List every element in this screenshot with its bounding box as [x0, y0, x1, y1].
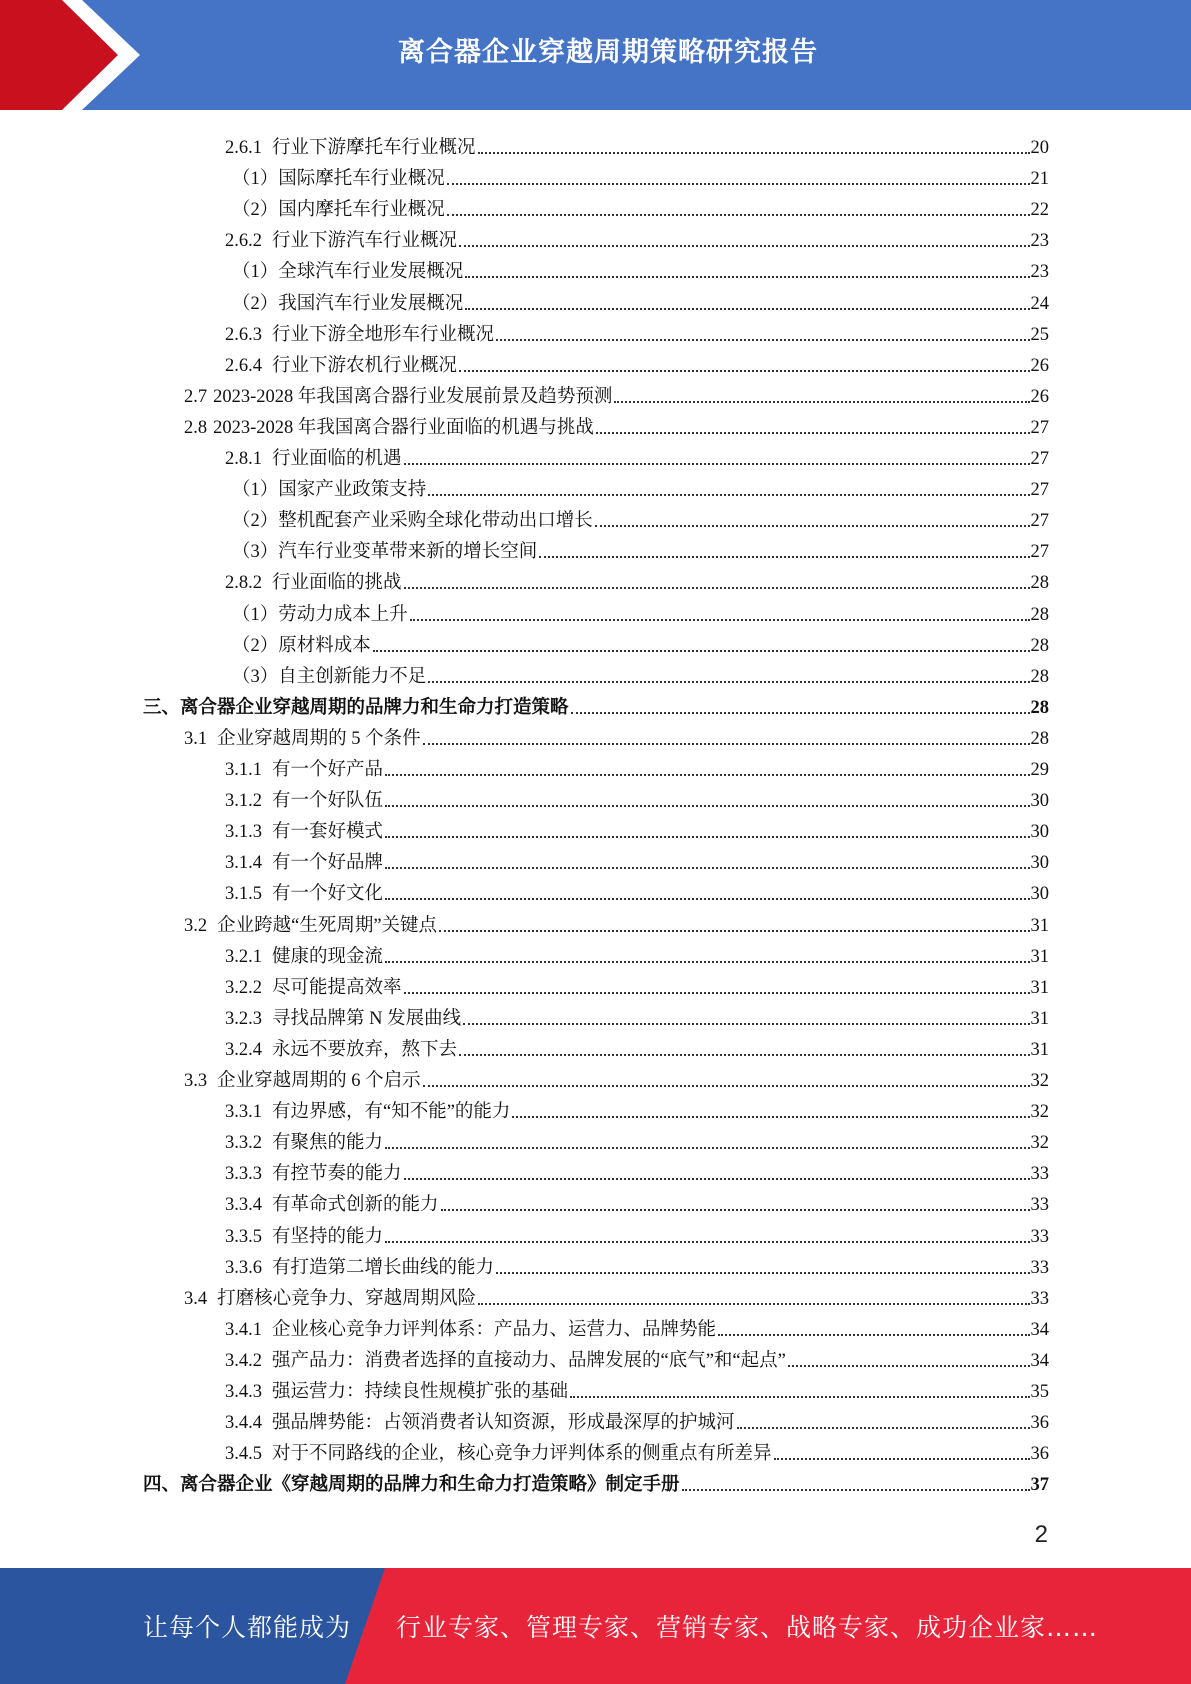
- toc-entry[interactable]: [232, 532, 1049, 563]
- toc-entry-page: 24: [1030, 294, 1049, 314]
- toc-dot-leader: [737, 1427, 1030, 1429]
- toc-entry-page: 27: [1030, 418, 1049, 438]
- toc-entry-title: 打磨核心竞争力、穿越周期风险: [217, 1289, 477, 1309]
- toc-entry[interactable]: [225, 346, 1049, 377]
- toc-entry-number: 3.3.4: [225, 1195, 262, 1215]
- toc-entry-number: 2.8.1: [225, 449, 262, 469]
- toc-entry[interactable]: [225, 812, 1049, 843]
- toc-entry-page: 27: [1030, 511, 1049, 531]
- toc-entry-number: 3.1.2: [225, 791, 262, 811]
- toc-entry-title: 汽车行业变革带来新的增长空间: [278, 542, 538, 562]
- toc-entry[interactable]: [225, 563, 1049, 594]
- toc-entry[interactable]: [225, 1372, 1049, 1403]
- toc-entry-page: 26: [1030, 387, 1049, 407]
- toc-entry-page: 28: [1030, 667, 1049, 687]
- toc-dot-leader: [595, 525, 1030, 527]
- toc-entry-title: 2023-2028 年我国离合器行业发展前景及趋势预测: [213, 387, 613, 407]
- toc-entry[interactable]: [232, 159, 1049, 190]
- toc-entry-number: 3.3.6: [225, 1258, 262, 1278]
- toc-entry[interactable]: [225, 221, 1049, 252]
- toc-entry-title: 行业面临的挑战: [272, 573, 402, 593]
- toc-entry-number: 3.3: [184, 1071, 208, 1091]
- toc-dot-leader: [385, 961, 1029, 963]
- toc-entry-number: 3.4: [184, 1289, 208, 1309]
- toc-dot-leader: [385, 774, 1029, 776]
- toc-entry[interactable]: [225, 1185, 1049, 1216]
- toc-entry-number: （2）: [232, 200, 279, 220]
- toc-dot-leader: [478, 152, 1030, 154]
- toc-entry[interactable]: [184, 1279, 1049, 1310]
- toc-entry-page: 27: [1030, 449, 1049, 469]
- toc-entry-page: 37: [1030, 1475, 1049, 1495]
- report-title: 离合器企业穿越周期策略研究报告: [398, 37, 818, 68]
- toc-entry-number: 3.2.4: [225, 1040, 262, 1060]
- toc-dot-leader: [718, 1334, 1029, 1336]
- toc-entry-title: 有聚焦的能力: [272, 1133, 384, 1153]
- toc-entry[interactable]: [225, 968, 1049, 999]
- toc-entry-number: 3.1.1: [225, 760, 262, 780]
- toc-entry-number: 3.3.5: [225, 1227, 262, 1247]
- toc-dot-leader: [465, 276, 1029, 278]
- toc-entry[interactable]: [184, 377, 1049, 408]
- toc-dot-leader: [373, 650, 1030, 652]
- toc-entry-title: 全球汽车行业发展概况: [278, 262, 464, 282]
- footer-slogan-left: 让每个人都能成为: [143, 1613, 352, 1642]
- toc-entry[interactable]: [225, 1030, 1049, 1061]
- page-header: [0, 0, 1191, 110]
- toc-entry-number: （3）: [232, 542, 279, 562]
- toc-entry[interactable]: [232, 626, 1049, 657]
- toc-entry-number: 2.8: [184, 418, 208, 438]
- toc-entry-title: 有控节奏的能力: [272, 1164, 402, 1184]
- toc-entry-number: 2.7: [184, 387, 208, 407]
- toc-entry[interactable]: [225, 315, 1049, 346]
- toc-dot-leader: [570, 1396, 1029, 1398]
- toc-entry-page: 30: [1030, 822, 1049, 842]
- toc-entry-number: 2.6.4: [225, 356, 262, 376]
- toc-entry-number: 3.3.2: [225, 1133, 262, 1153]
- toc-dot-leader: [447, 214, 1030, 216]
- toc-entry-number: （1）: [232, 480, 279, 500]
- toc-entry[interactable]: [184, 1061, 1049, 1092]
- toc-entry-title: 强运营力：持续良性规模扩张的基础: [272, 1382, 569, 1402]
- toc-entry-page: 20: [1030, 138, 1049, 158]
- page-footer: [0, 1568, 1191, 1684]
- toc-entry-title: 企业穿越周期的 6 个启示: [217, 1071, 421, 1091]
- toc-entry-title: 行业下游汽车行业概况: [272, 231, 458, 251]
- toc-entry-number: 2.6.1: [225, 138, 262, 158]
- toc-entry-page: 33: [1030, 1289, 1049, 1309]
- toc-dot-leader: [423, 1085, 1030, 1087]
- toc-dot-leader: [539, 556, 1029, 558]
- toc-dot-leader: [596, 432, 1030, 434]
- toc-entry[interactable]: [232, 190, 1049, 221]
- toc-dot-leader: [788, 1365, 1030, 1367]
- toc-entry-page: 32: [1030, 1102, 1049, 1122]
- toc-entry[interactable]: [225, 439, 1049, 470]
- toc-entry-number: 3.2.1: [225, 947, 262, 967]
- toc-dot-leader: [385, 898, 1029, 900]
- toc-entry-page: 28: [1030, 698, 1049, 718]
- toc-dot-leader: [459, 245, 1029, 247]
- toc-entry-title: 有打造第二增长曲线的能力: [272, 1258, 495, 1278]
- toc-entry-page: 32: [1030, 1133, 1049, 1153]
- toc-entry[interactable]: [225, 937, 1049, 968]
- toc-entry-title: 有一个好产品: [272, 760, 384, 780]
- toc-dot-leader: [496, 1272, 1029, 1274]
- toc-entry-title: 自主创新能力不足: [278, 667, 427, 687]
- toc-entry-page: 30: [1030, 884, 1049, 904]
- toc-entry-page: 31: [1030, 1040, 1049, 1060]
- toc-entry[interactable]: [225, 750, 1049, 781]
- toc-entry-number: 3.1.5: [225, 884, 262, 904]
- toc-entry-number: 3.1: [184, 729, 208, 749]
- toc-entry-page: 28: [1030, 605, 1049, 625]
- toc-entry-number: 3.3.1: [225, 1102, 262, 1122]
- toc-entry[interactable]: [232, 501, 1049, 532]
- toc-entry[interactable]: [143, 688, 1049, 719]
- toc-entry-number: 3.2.3: [225, 1009, 262, 1029]
- toc-entry-title: 2023-2028 年我国离合器行业面临的机遇与挑战: [213, 418, 594, 438]
- footer-slogan-right: 行业专家、管理专家、营销专家、战略专家、成功企业家……: [396, 1613, 1099, 1642]
- toc-dot-leader: [614, 401, 1029, 403]
- toc-dot-leader: [571, 712, 1030, 714]
- toc-entry-number: 3.2: [184, 916, 208, 936]
- toc-entry[interactable]: [225, 1092, 1049, 1123]
- toc-entry-title: 整机配套产业采购全球化带动出口增长: [278, 511, 593, 531]
- toc-entry-number: 3.1.3: [225, 822, 262, 842]
- toc-entry-title: 寻找品牌第 N 发展曲线: [272, 1009, 462, 1029]
- toc-entry-title: 行业面临的机遇: [272, 449, 402, 469]
- toc-entry-title: 企业跨越“生死周期”关键点: [217, 916, 438, 936]
- toc-dot-leader: [428, 681, 1029, 683]
- toc-entry-title: 劳动力成本上升: [278, 605, 408, 625]
- toc-dot-leader: [385, 1241, 1029, 1243]
- toc-entry[interactable]: [184, 719, 1049, 750]
- toc-entry-title: 行业下游农机行业概况: [272, 356, 458, 376]
- toc-entry-title: 有一个好品牌: [272, 853, 384, 873]
- toc-dot-leader: [512, 1116, 1029, 1118]
- toc-entry-title: 有一套好模式: [272, 822, 384, 842]
- toc-entry-page: 31: [1030, 947, 1049, 967]
- toc-entry-number: 3.1.4: [225, 853, 262, 873]
- toc-entry-page: 31: [1030, 916, 1049, 936]
- toc-entry-title: 有一个好队伍: [272, 791, 384, 811]
- toc-entry-number: 3.4.4: [225, 1413, 262, 1433]
- toc-entry-title: 有一个好文化: [272, 884, 384, 904]
- toc-entry-number: 3.4.5: [225, 1444, 262, 1464]
- toc-entry[interactable]: [225, 874, 1049, 905]
- toc-entry-title: 企业核心竞争力评判体系：产品力、运营力、品牌势能: [272, 1320, 717, 1340]
- toc-entry-title: 对于不同路线的企业，核心竞争力评判体系的侧重点有所差异: [272, 1444, 772, 1464]
- toc-entry-page: 22: [1030, 200, 1049, 220]
- toc-entry-page: 28: [1030, 573, 1049, 593]
- toc-entry-number: 三、: [143, 698, 181, 718]
- toc-entry[interactable]: [225, 1248, 1049, 1279]
- toc-entry[interactable]: [232, 657, 1049, 688]
- toc-entry-title: 我国汽车行业发展概况: [278, 294, 464, 314]
- toc-entry[interactable]: [184, 906, 1049, 937]
- toc-entry-number: 3.4.1: [225, 1320, 262, 1340]
- toc-dot-leader: [478, 1303, 1029, 1305]
- toc-entry-number: 2.8.2: [225, 573, 262, 593]
- toc-dot-leader: [404, 587, 1030, 589]
- toc-entry-page: 30: [1030, 853, 1049, 873]
- toc-entry-page: 34: [1030, 1320, 1049, 1340]
- toc-entry-number: （1）: [232, 262, 279, 282]
- toc-entry-page: 23: [1030, 262, 1049, 282]
- toc-dot-leader: [385, 836, 1029, 838]
- toc-entry-number: （2）: [232, 636, 279, 656]
- toc-dot-leader: [774, 1458, 1030, 1460]
- toc-entry-number: 2.6.2: [225, 231, 262, 251]
- toc-entry-number: 3.2.2: [225, 978, 262, 998]
- toc-entry[interactable]: [225, 1154, 1049, 1185]
- toc-entry-title: 有革命式创新的能力: [272, 1195, 439, 1215]
- toc-dot-leader: [496, 339, 1029, 341]
- toc-dot-leader: [463, 1023, 1029, 1025]
- toc-entry[interactable]: [225, 999, 1049, 1030]
- toc-entry-title: 永远不要放弃，熬下去: [272, 1040, 458, 1060]
- toc-entry-title: 健康的现金流: [272, 947, 384, 967]
- toc-entry-page: 21: [1030, 169, 1049, 189]
- toc-entry[interactable]: [225, 1217, 1049, 1248]
- toc-entry-page: 33: [1030, 1164, 1049, 1184]
- toc-entry[interactable]: [225, 1403, 1049, 1434]
- toc-entry-number: （2）: [232, 294, 279, 314]
- toc-entry[interactable]: [225, 1341, 1049, 1372]
- toc-entry-title: 强品牌势能：占领消费者认知资源，形成最深厚的护城河: [272, 1413, 735, 1433]
- toc-entry-title: 原材料成本: [278, 636, 371, 656]
- toc-entry-page: 30: [1030, 791, 1049, 811]
- toc-entry-title: 离合器企业《穿越周期的品牌力和生命力打造策略》制定手册: [180, 1475, 680, 1495]
- toc-entry-page: 35: [1030, 1382, 1049, 1402]
- toc-entry-page: 31: [1030, 1009, 1049, 1029]
- toc-entry-page: 32: [1030, 1071, 1049, 1091]
- toc-dot-leader: [404, 992, 1030, 994]
- toc-entry-title: 行业下游全地形车行业概况: [272, 325, 495, 345]
- toc-entry-page: 23: [1030, 231, 1049, 251]
- toc-entry-title: 有边界感，有“知不能”的能力: [272, 1102, 511, 1122]
- page-number: 2: [1034, 1521, 1048, 1548]
- toc-entry-title: 国际摩托车行业概况: [278, 169, 445, 189]
- toc-entry-title: 国内摩托车行业概况: [278, 200, 445, 220]
- toc-dot-leader: [404, 463, 1030, 465]
- toc-entry-number: （1）: [232, 605, 279, 625]
- toc-entry-number: 2.6.3: [225, 325, 262, 345]
- toc-dot-leader: [459, 370, 1029, 372]
- toc-entry-page: 36: [1030, 1444, 1049, 1464]
- toc-entry[interactable]: [225, 128, 1049, 159]
- toc-entry[interactable]: [225, 1434, 1049, 1465]
- toc-dot-leader: [385, 805, 1029, 807]
- toc-entry-number: （2）: [232, 511, 279, 531]
- toc-entry-page: 31: [1030, 978, 1049, 998]
- toc-dot-leader: [441, 1209, 1030, 1211]
- toc-entry-title: 企业穿越周期的 5 个条件: [217, 729, 421, 749]
- toc-dot-leader: [404, 1178, 1030, 1180]
- toc-entry[interactable]: [143, 1465, 1049, 1496]
- toc-entry-number: 3.3.3: [225, 1164, 262, 1184]
- toc-entry-title: 强产品力：消费者选择的直接动力、品牌发展的“底气”和“起点”: [272, 1351, 786, 1371]
- toc-entry-page: 29: [1030, 760, 1049, 780]
- toc-entry-number: 3.4.2: [225, 1351, 262, 1371]
- toc-entry-title: 有坚持的能力: [272, 1227, 384, 1247]
- toc-entry-page: 34: [1030, 1351, 1049, 1371]
- toc-entry-title: 国家产业政策支持: [278, 480, 427, 500]
- toc-entry-page: 36: [1030, 1413, 1049, 1433]
- toc-entry-page: 27: [1030, 542, 1049, 562]
- toc-entry[interactable]: [232, 252, 1049, 283]
- toc-dot-leader: [385, 867, 1029, 869]
- toc-dot-leader: [410, 619, 1030, 621]
- toc-entry-title: 行业下游摩托车行业概况: [272, 138, 476, 158]
- toc-entry-page: 33: [1030, 1258, 1049, 1278]
- toc-entry[interactable]: [232, 284, 1049, 315]
- toc-entry[interactable]: [225, 1310, 1049, 1341]
- toc-entry-page: 28: [1030, 636, 1049, 656]
- toc-dot-leader: [459, 1054, 1029, 1056]
- toc-entry-title: 尽可能提高效率: [272, 978, 402, 998]
- toc-dot-leader: [423, 743, 1030, 745]
- toc-dot-leader: [439, 930, 1029, 932]
- toc-entry[interactable]: [225, 843, 1049, 874]
- toc-entry[interactable]: [225, 781, 1049, 812]
- toc-entry-title: 离合器企业穿越周期的品牌力和生命力打造策略: [180, 698, 569, 718]
- toc-entry-number: 四、: [143, 1475, 181, 1495]
- toc-dot-leader: [447, 183, 1030, 185]
- toc-dot-leader: [465, 308, 1029, 310]
- toc-entry-number: 3.4.3: [225, 1382, 262, 1402]
- toc-dot-leader: [428, 494, 1029, 496]
- toc-dot-leader: [682, 1489, 1030, 1491]
- toc-entry[interactable]: [225, 1123, 1049, 1154]
- toc-entry-page: 25: [1030, 325, 1049, 345]
- toc-entry-page: 28: [1030, 729, 1049, 749]
- toc-entry-page: 26: [1030, 356, 1049, 376]
- toc-entry-page: 27: [1030, 480, 1049, 500]
- toc-entry-page: 33: [1030, 1195, 1049, 1215]
- toc-entry-page: 33: [1030, 1227, 1049, 1247]
- toc-entry[interactable]: [232, 470, 1049, 501]
- toc-dot-leader: [385, 1147, 1029, 1149]
- toc-entry[interactable]: [184, 408, 1049, 439]
- toc-entry-number: （1）: [232, 169, 279, 189]
- toc-entry[interactable]: [232, 595, 1049, 626]
- toc-entry-number: （3）: [232, 667, 279, 687]
